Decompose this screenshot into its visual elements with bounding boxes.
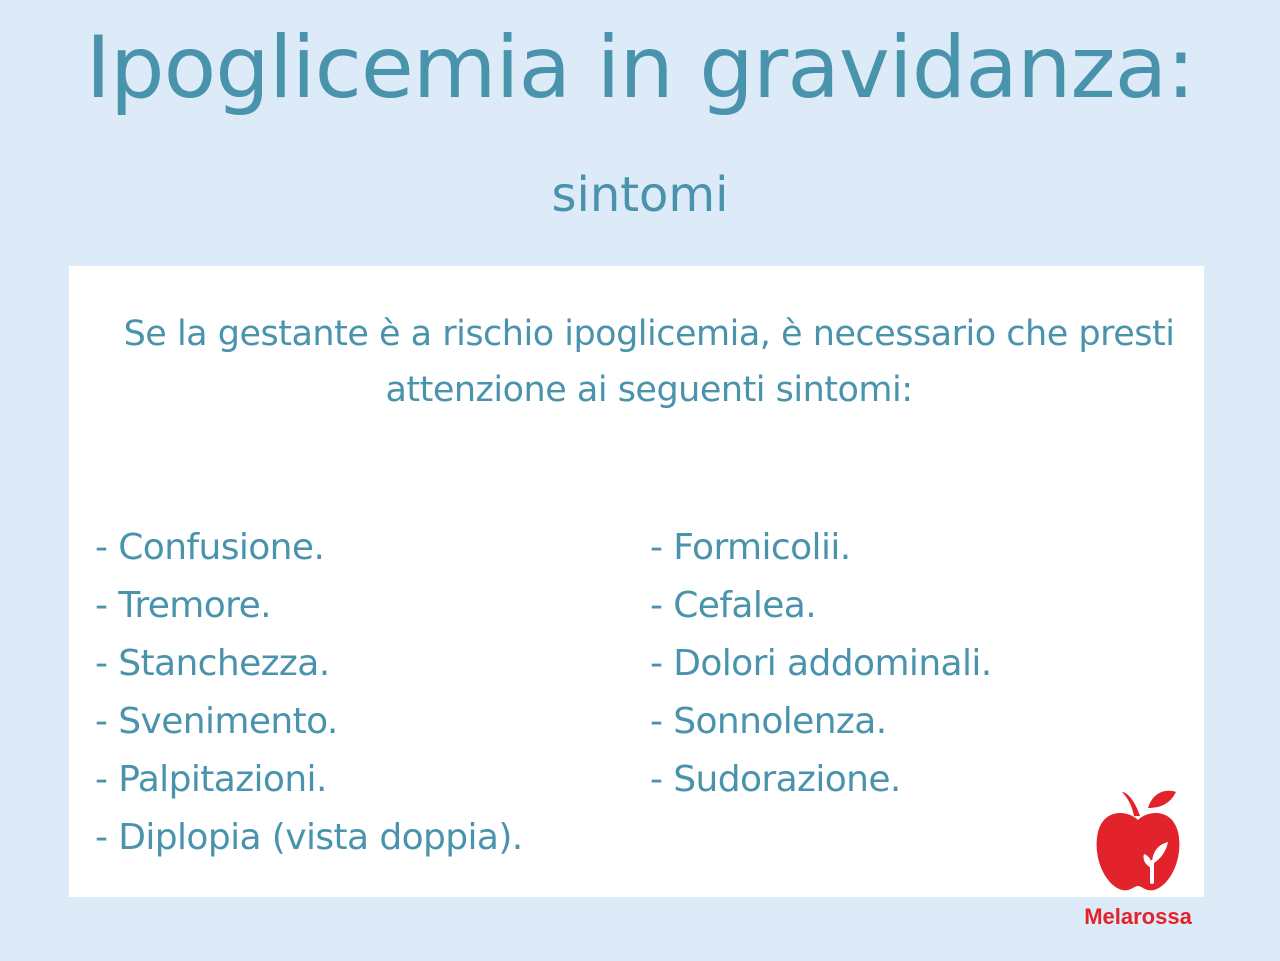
list-item: - Diplopia (vista doppia). [95,817,523,858]
list-item: - Formicolii. [650,527,851,568]
apple-icon [1092,786,1184,898]
symptoms-list-right [650,519,992,809]
list-item: - Tremore. [95,585,271,626]
page-title: Ipoglicemia in gravidanza: [85,18,1195,118]
intro-text: Se la gestante è a rischio ipoglicemia, è necessario che presti attenzione ai seguenti sintomi: [123,314,1175,410]
list-item: - Palpitazioni. [95,759,327,800]
brand-name: Melarossa [1084,904,1192,929]
list-item: - Cefalea. [650,585,817,626]
list-item: - Confusione. [95,527,325,568]
brand-logo [1072,786,1204,936]
symptoms-card [69,266,1204,897]
page-subtitle: sintomi [551,167,729,223]
list-item: - Svenimento. [95,701,338,742]
list-item: - Dolori addominali. [650,643,992,684]
list-item: - Stanchezza. [95,643,330,684]
list-item: - Sonnolenza. [650,701,887,742]
symptoms-list-left [95,519,523,867]
list-item: - Sudorazione. [650,759,901,800]
